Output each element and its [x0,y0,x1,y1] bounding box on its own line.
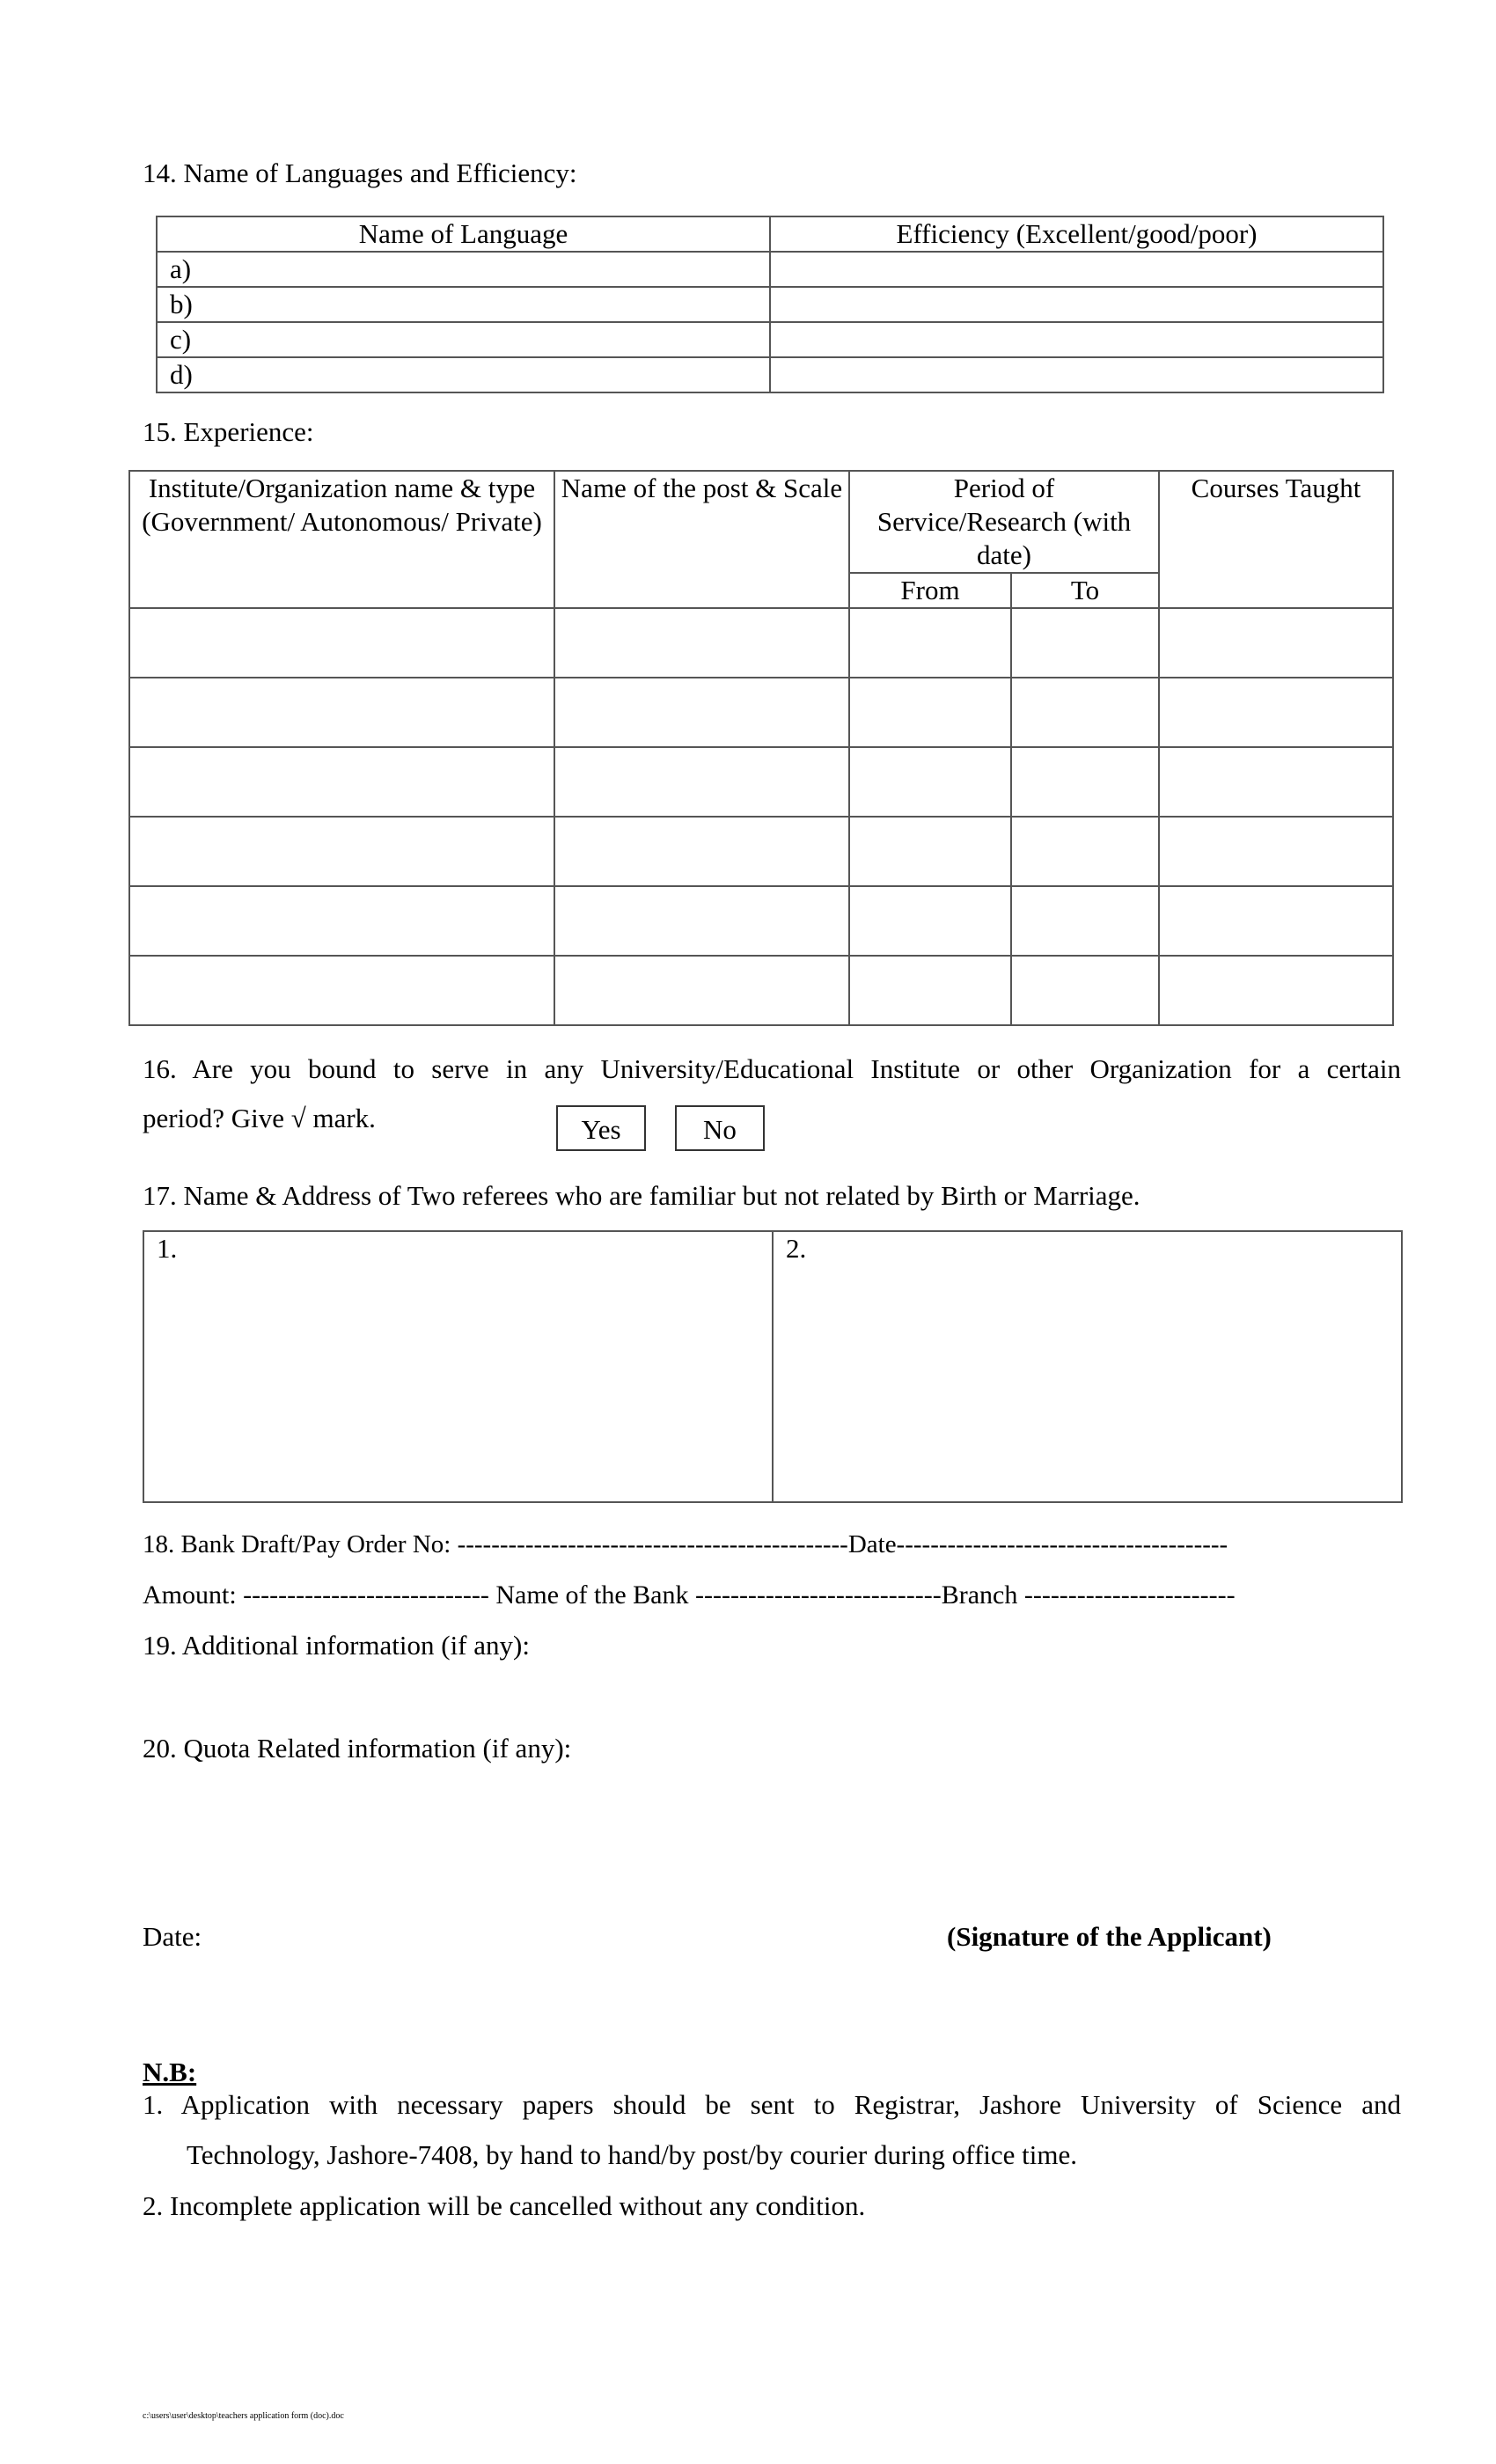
experience-table [128,470,1394,1026]
experience-row [129,608,1393,678]
post-cell[interactable] [554,817,849,886]
courses-cell[interactable] [1159,956,1393,1025]
institute-cell[interactable] [129,817,554,886]
efficiency-cell[interactable] [770,322,1383,357]
q15-heading: 15. Experience: [143,416,314,447]
institute-cell[interactable] [129,886,554,956]
experience-row [129,956,1393,1025]
post-cell[interactable] [554,956,849,1025]
referee-2-label: 2. [786,1233,807,1264]
no-checkbox[interactable]: No [675,1105,765,1151]
to-header: To [1011,573,1159,608]
post-cell[interactable] [554,747,849,817]
q20-heading: 20. Quota Related information (if any): [143,1733,572,1764]
efficiency-header: Efficiency (Excellent/good/poor) [770,216,1383,252]
post-header: Name of the post & Scale [554,471,849,608]
q19-heading: 19. Additional information (if any): [143,1630,530,1661]
experience-row [129,747,1393,817]
experience-row [129,886,1393,956]
from-header: From [849,573,1011,608]
institute-cell[interactable] [129,678,554,747]
from-cell[interactable] [849,747,1011,817]
from-cell[interactable] [849,956,1011,1025]
institute-header: Institute/Organization name & type (Government/ Autonomous/ Private) [129,471,554,608]
q14-heading: 14. Name of Languages and Efficiency: [143,158,577,188]
to-cell[interactable] [1011,747,1159,817]
language-header: Name of Language [157,216,770,252]
language-row-label: d) [157,357,770,392]
date-label: Date: [143,1921,202,1952]
referee-1-cell[interactable] [143,1231,773,1502]
efficiency-cell[interactable] [770,357,1383,392]
post-cell[interactable] [554,886,849,956]
period-header: Period of Service/Research (with date) [849,471,1159,573]
referee-2-cell[interactable] [773,1231,1402,1502]
referee-1-label: 1. [157,1233,178,1264]
institute-cell[interactable] [129,956,554,1025]
file-path: c:\users\user\desktop\teachers application form (doc).doc [143,2411,344,2421]
yes-checkbox[interactable]: Yes [556,1105,646,1151]
courses-header: Courses Taught [1159,471,1393,608]
language-row-label: b) [157,287,770,322]
institute-cell[interactable] [129,747,554,817]
nb-item2: 2. Incomplete application will be cancelled without any condition. [143,2190,866,2221]
post-cell[interactable] [554,678,849,747]
referees-table [143,1230,1403,1503]
nb-item1-line1: 1. Application with necessary papers should be sent to Registrar, Jashore University of Science and [143,2089,1401,2120]
to-cell[interactable] [1011,678,1159,747]
nb-item1-line2: Technology, Jashore-7408, by hand to hand/by post/by courier during office time. [187,2139,1077,2170]
institute-cell[interactable] [129,608,554,678]
to-cell[interactable] [1011,886,1159,956]
from-cell[interactable] [849,886,1011,956]
q16-line1: 16. Are you bound to serve in any University/Educational Institute or other Organization for a certain [143,1053,1401,1084]
from-cell[interactable] [849,678,1011,747]
language-row-label: a) [157,252,770,287]
q18-line1: 18. Bank Draft/Pay Order No: ----------------------------------------------Date--------------------------------------- [143,1530,1228,1558]
q16-line2: period? Give √ mark. [143,1103,376,1133]
language-row-label: c) [157,322,770,357]
efficiency-cell[interactable] [770,252,1383,287]
courses-cell[interactable] [1159,886,1393,956]
nb-title: N.B: [143,2057,197,2087]
from-cell[interactable] [849,817,1011,886]
courses-cell[interactable] [1159,678,1393,747]
from-cell[interactable] [849,608,1011,678]
courses-cell[interactable] [1159,608,1393,678]
courses-cell[interactable] [1159,747,1393,817]
languages-table [156,216,1384,393]
to-cell[interactable] [1011,817,1159,886]
q17-heading: 17. Name & Address of Two referees who are familiar but not related by Birth or Marriage. [143,1180,1140,1211]
post-cell[interactable] [554,608,849,678]
signature-label: (Signature of the Applicant) [947,1921,1272,1952]
experience-row [129,817,1393,886]
courses-cell[interactable] [1159,817,1393,886]
to-cell[interactable] [1011,956,1159,1025]
experience-row [129,678,1393,747]
q18-line2: Amount: ---------------------------- Name of the Bank ----------------------------Branch ------------------------ [143,1580,1236,1610]
to-cell[interactable] [1011,608,1159,678]
efficiency-cell[interactable] [770,287,1383,322]
